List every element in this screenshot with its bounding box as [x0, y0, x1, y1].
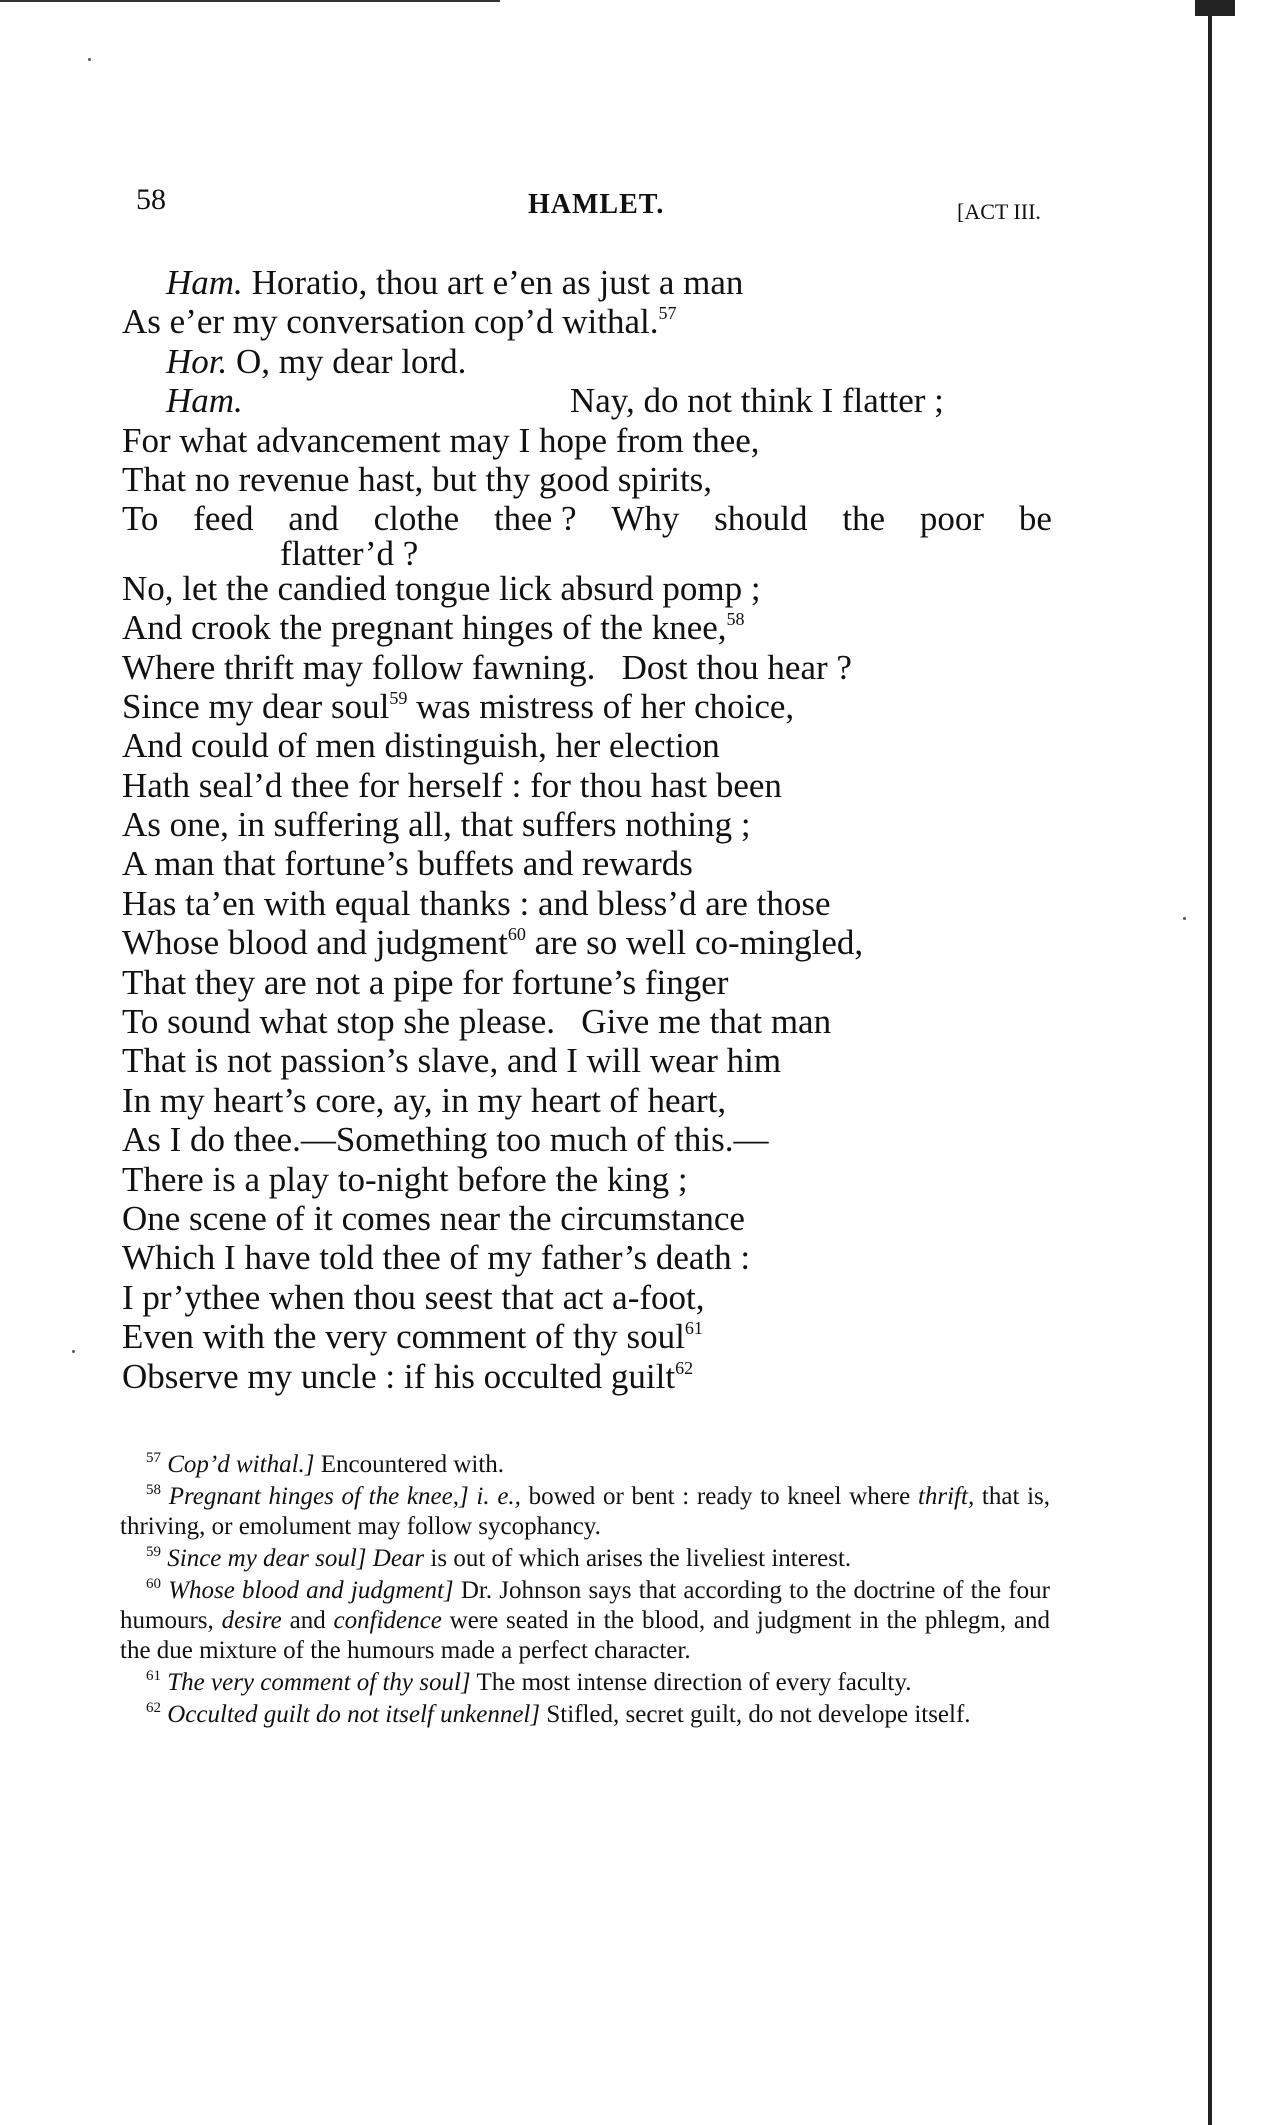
verse-word: should — [714, 499, 808, 539]
footnote-text: thrift, — [917, 1483, 975, 1510]
verse-line — [122, 608, 1072, 647]
footnote-number: 59 — [146, 1544, 161, 1560]
speaker: Ham. — [166, 381, 243, 421]
footnotes — [120, 1450, 1050, 1732]
note-ref: 57 — [658, 303, 677, 324]
verse-line: As I do thee.—Something too much of this.— — [122, 1120, 769, 1160]
speaker: Hor. — [166, 341, 228, 381]
page-edge-cap — [1195, 0, 1235, 16]
footnote-text: bowed or bent : ready to kneel where — [520, 1483, 918, 1510]
verse-word: and — [288, 499, 339, 539]
note-ref: 58 — [726, 609, 745, 630]
line-text: Horatio, thou art e’en as just a man — [242, 263, 744, 302]
note-ref: 61 — [684, 1318, 703, 1339]
verse-line: For what advancement may I hope from thee, — [122, 420, 760, 460]
footnote-text: desire — [221, 1607, 282, 1634]
verse-text — [122, 263, 1072, 1396]
speck — [88, 58, 91, 61]
verse-line: A man that fortune’s buffets and rewards — [122, 844, 693, 884]
verse-word: thee ? — [493, 499, 577, 539]
footnote-number: 60 — [146, 1576, 161, 1592]
footnote-number: 57 — [146, 1450, 161, 1466]
verse-line: That is not passion’s slave, and I will wear him — [122, 1041, 782, 1081]
note-ref: 59 — [389, 687, 408, 708]
line-text: As e’er my conversation cop’d withal. — [122, 302, 659, 342]
footnote — [120, 1482, 1050, 1542]
verse-line — [122, 923, 1072, 962]
verse-line: I pr’ythee when thou seest that act a-foot, — [122, 1277, 705, 1317]
footnote-text: Encountered with. — [314, 1451, 505, 1478]
line-text: Even with the very comment of thy soul — [122, 1317, 685, 1357]
note-ref: 62 — [675, 1357, 694, 1378]
act-label: [ACT III. — [957, 199, 1041, 224]
verse-word: To — [122, 499, 159, 539]
verse-line: There is a play to-night before the king ; — [122, 1159, 688, 1199]
verse-word: feed — [193, 499, 254, 539]
footnote-text: Dear — [372, 1545, 425, 1572]
verse-line: Has ta’en with equal thanks : and bless’d are those — [122, 883, 831, 923]
footnote — [120, 1576, 1050, 1666]
footnote-text: Stifled, secret guilt, do not develope itself. — [540, 1701, 971, 1728]
speck — [72, 1350, 75, 1353]
footnote-number: 61 — [146, 1668, 161, 1684]
footnote-text: The most intense direction of every faculty. — [470, 1669, 912, 1696]
footnote-number: 58 — [146, 1482, 161, 1498]
footnote-lemma: Since my dear soul] — [167, 1545, 367, 1572]
line-text: are so well co-mingled, — [525, 923, 864, 963]
line-text: Since my dear soul — [122, 686, 390, 726]
verse-line — [122, 499, 1072, 538]
verse-line: Where thrift may follow fawning. Dost thou hear ? — [122, 647, 852, 687]
footnote-text: that is, thriving, or emolument may follow sycophancy. — [120, 1483, 1051, 1540]
verse-line — [122, 302, 1072, 341]
verse-line: And could of men distinguish, her election — [122, 726, 720, 766]
verse-line: Which I have told thee of my father’s death : — [122, 1238, 751, 1278]
footnote-lemma: The very comment of thy soul] — [167, 1669, 471, 1696]
line-text: was mistress of her choice, — [407, 686, 795, 726]
footnote-lemma: Whose blood and judgment] — [168, 1577, 454, 1604]
verse-word: Why — [611, 499, 680, 539]
footnote-lemma: Occulted guilt do not itself unkennel] — [167, 1701, 541, 1728]
footnote-lemma: Cop’d withal.] — [167, 1451, 315, 1478]
verse-word: clothe — [373, 499, 460, 539]
footnote-text: confidence — [333, 1607, 442, 1634]
footnote — [120, 1668, 1050, 1698]
footnote — [120, 1450, 1050, 1480]
line-text: Whose blood and judgment — [122, 923, 508, 963]
verse-line — [122, 342, 1072, 381]
verse-line — [122, 263, 1072, 302]
footnote-text: were seated in the blood, and judgment in the phlegm, and the due mixture of the humours made a perfect character. — [120, 1607, 1051, 1664]
verse-line — [122, 1317, 1072, 1356]
line-text: O, my dear lord. — [227, 341, 467, 381]
verse-line: To sound what stop she please. Give me that man — [122, 1002, 832, 1042]
verse-line: Hath seal’d thee for herself : for thou hast been — [122, 765, 782, 805]
page-edge-rule — [1208, 0, 1212, 2125]
speaker: Ham. — [166, 263, 243, 302]
verse-line: One scene of it comes near the circumstance — [122, 1198, 745, 1238]
footnote-number: 62 — [146, 1700, 161, 1716]
verse-line — [122, 1357, 1072, 1396]
footnote-text: Dr. Johnson says that according to the doctrine of the four humours, — [120, 1577, 1051, 1634]
footnote — [120, 1700, 1050, 1730]
footnote-text: is out of which arises the liveliest interest. — [424, 1545, 852, 1572]
footnote — [120, 1544, 1050, 1574]
verse-line-continuation: flatter’d ? — [280, 533, 419, 573]
verse-line — [122, 687, 1072, 726]
verse-line: No, let the candied tongue lick absurd pomp ; — [122, 568, 761, 608]
footnote-text: i. e., — [476, 1483, 521, 1510]
note-ref: 60 — [507, 924, 526, 945]
verse-line: That no revenue hast, but thy good spirits, — [122, 459, 713, 499]
verse-line: As one, in suffering all, that suffers nothing ; — [122, 805, 751, 845]
verse-word: the — [842, 499, 886, 539]
running-title: HAMLET. — [528, 189, 665, 220]
page-number: 58 — [136, 183, 166, 216]
top-rule — [0, 0, 500, 2]
footnote-lemma: Pregnant hinges of the knee,] — [168, 1483, 469, 1510]
footnote-text: and — [281, 1607, 334, 1634]
line-text: And crook the pregnant hinges of the knee, — [122, 608, 727, 648]
verse-line: That they are not a pipe for fortune’s finger — [122, 962, 729, 1002]
speck — [1183, 917, 1186, 920]
line-text: Observe my uncle : if his occulted guilt — [122, 1356, 676, 1396]
line-text: Nay, do not think I flatter ; — [570, 381, 944, 421]
verse-line — [122, 381, 1072, 420]
page-header — [0, 183, 1273, 227]
verse-word: poor — [919, 499, 985, 539]
verse-line: In my heart’s core, ay, in my heart of heart, — [122, 1080, 727, 1120]
verse-word: be — [1018, 499, 1052, 539]
